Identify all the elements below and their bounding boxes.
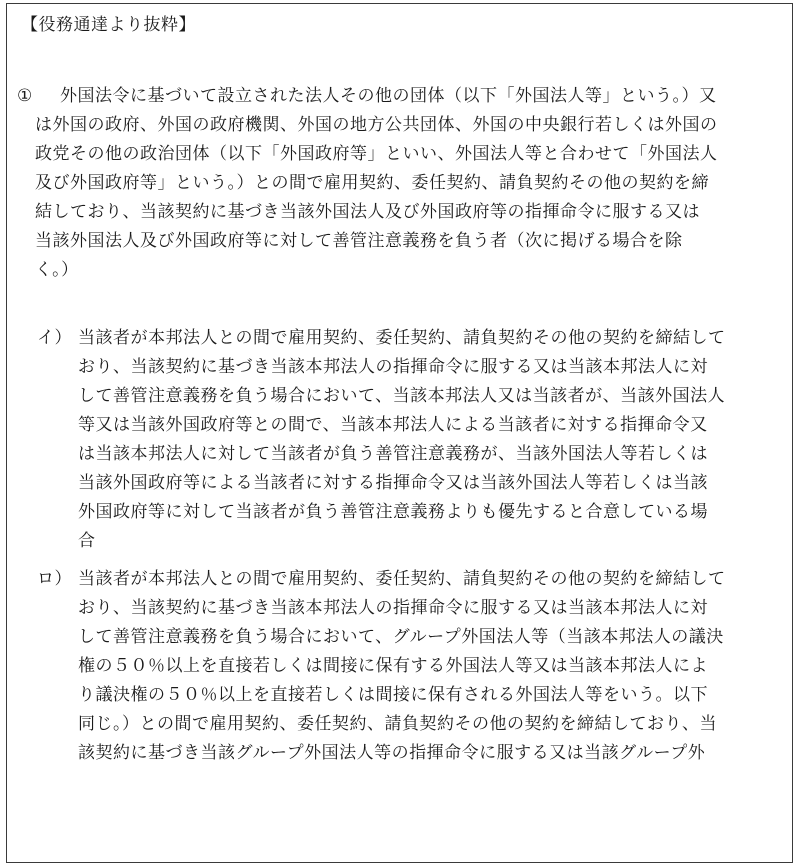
subitem-ro-line: して善管注意義務を負う場合において、グループ外国法人等（当該本邦法人の議決: [78, 627, 724, 647]
subitem-ro-line: 同じ。）との間で雇用契約、委任契約、請負契約その他の契約を締結しており、当: [78, 714, 717, 734]
item-1-line: く。）: [35, 260, 79, 280]
item-1-line: 外国法令に基づいて設立された法人その他の団体（以下「外国法人等」という。）又: [60, 86, 717, 106]
subitem-i-line: 当該者が本邦法人との間で雇用契約、委任契約、請負契約その他の契約を締結して: [78, 328, 726, 348]
item-1-marker: ①: [17, 86, 33, 106]
document-frame: [6, 3, 793, 863]
subitem-i-line: 当該外国政府等による当該者に対する指揮命令又は当該外国法人等若しくは当該: [78, 473, 708, 493]
subitem-i-line: 等又は当該外国政府等との間で、当該本邦法人による当該者に対する指揮命令又: [78, 415, 708, 435]
excerpt-heading: 【役務通達より抜粋】: [21, 15, 196, 35]
item-1-line: 及び外国政府等」という。）との間で雇用契約、委任契約、請負契約その他の契約を締: [35, 173, 709, 193]
item-1-line: 政党その他の政治団体（以下「外国政府等」といい、外国法人等と合わせて「外国法人: [35, 144, 718, 164]
subitem-ro-line: 該契約に基づき当該グループ外国法人等の指揮命令に服する又は当該グループ外: [78, 743, 706, 763]
subitem-ro-line: 当該者が本邦法人との間で雇用契約、委任契約、請負契約その他の契約を締結して: [78, 569, 726, 589]
subitem-i-line: は当該本邦法人に対して当該者が負う善管注意義務が、当該外国法人等若しくは: [78, 444, 708, 464]
item-1-line: は外国の政府、外国の政府機関、外国の地方公共団体、外国の中央銀行若しくは外国の: [35, 115, 718, 135]
subitem-i-line: して善管注意義務を負う場合において、当該本邦法人又は当該者が、当該外国法人: [78, 386, 726, 406]
subitem-ro-marker: ロ）: [37, 569, 72, 589]
subitem-ro-line: おり、当該契約に基づき当該本邦法人の指揮命令に服する又は当該本邦法人に対: [78, 598, 708, 618]
subitem-ro-line: 権の５０％以上を直接若しくは間接に保有する外国法人等又は当該本邦法人によ: [78, 656, 708, 676]
subitem-i-line: 外国政府等に対して当該者が負う善管注意義務よりも優先すると合意している場: [78, 502, 708, 522]
item-1-line: 結しており、当該契約に基づき当該外国法人及び外国政府等の指揮命令に服する又は: [35, 202, 700, 222]
subitem-i-line: 合: [78, 531, 96, 551]
item-1-line: 当該外国法人及び外国政府等に対して善管注意義務を負う者（次に掲げる場合を除: [35, 231, 683, 251]
subitem-i-line: おり、当該契約に基づき当該本邦法人の指揮命令に服する又は当該本邦法人に対: [78, 357, 708, 377]
subitem-ro-line: り議決権の５０％以上を直接若しくは間接に保有される外国法人等をいう。以下: [78, 685, 708, 705]
subitem-i-marker: イ）: [37, 328, 72, 348]
